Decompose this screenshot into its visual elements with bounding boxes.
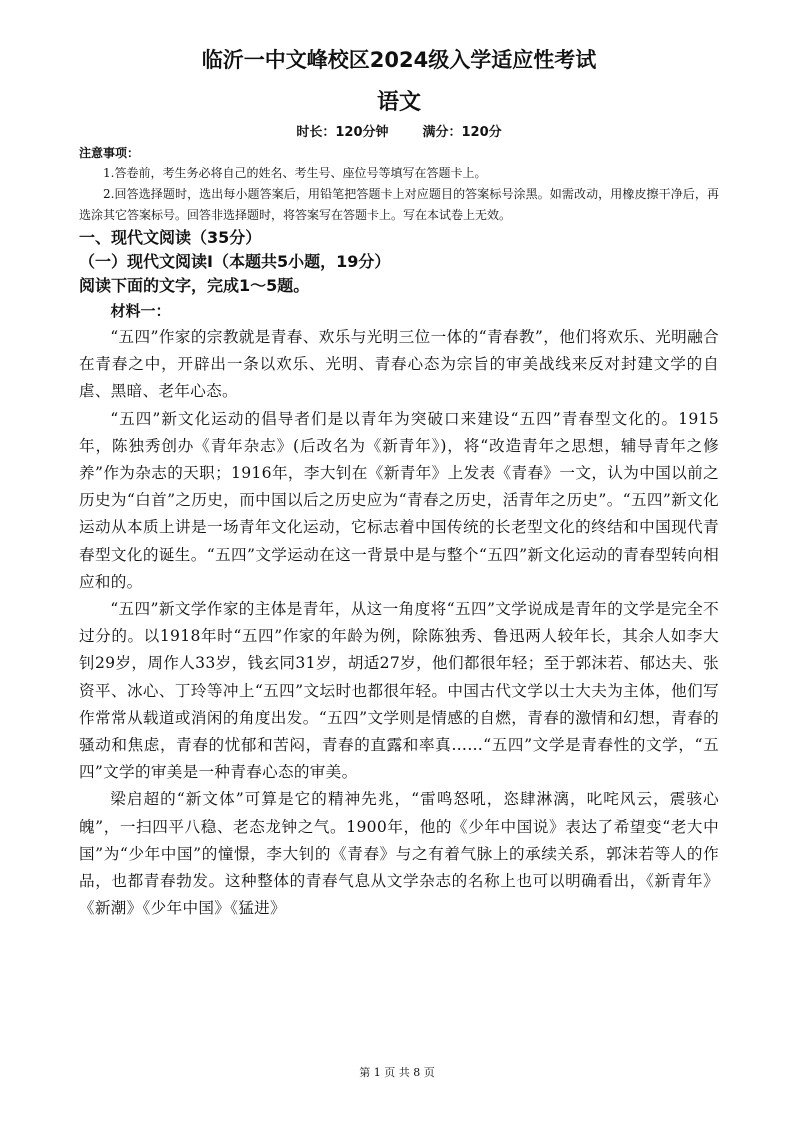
full-score-text: 满分：120分	[422, 125, 502, 140]
subsection-heading: （一）现代文阅读Ⅰ（本题共5小题，19分）	[79, 252, 391, 271]
body-paragraph: “五四”新文化运动的倡导者们是以青年为突破口来建设“五四”青春型文化的。1915年，陈独秀创办《青年杂志》(后改名为《新青年》)，将“改造青年之思想，辅导青年之修养”作为杂志的天职；1916年，李大钊在《新青年》上发表《青春》一文，认为中国以前之历史为“白首”之历史，而中国以后之历史应为“青春之历史，活青年之历史”。“五四”新文化运动从本质上讲是一场青年文化运动，它标志着中国传统的长老型文化的终结和中国现代青春型文化的诞生。“五四”文学运动在这一背景中是与整个“五四”新文化运动的青春型转向相应和的。	[79, 409, 719, 591]
body-paragraph: “五四”作家的宗教就是青春、欢乐与光明三位一体的“青春教”，他们将欢乐、光明融合在青春之中，开辟出一条以欢乐、光明、青春心态为宗旨的审美战线来反对封建文学的自虐、黑暗、老年心态。	[79, 328, 719, 401]
exam-meta	[79, 122, 719, 144]
reading-instruction: 阅读下面的文字，完成1～5题。	[79, 276, 310, 295]
body-paragraph: 梁启超的“新文体”可算是它的精神先兆，“雷鸣怒吼，恣肆淋漓，叱咤风云，震骇心魄”，一扫四平八稳、老态龙钟之气。1900年，他的《少年中国说》表达了希望变“老大中国”为“少年中国”的憧憬，李大钊的《青春》与之有着气脉上的承续关系，郭沫若等人的作品，也都青春勃发。这种整体的青春气息从文学杂志的名称上也可以明确看出，《新青年》《新潮》《少年中国》《猛进》	[79, 790, 719, 918]
exam-page	[79, 40, 719, 922]
note-item: 1.答卷前，考生务必将自己的姓名、考生号、座位号等填写在答题卡上。	[103, 166, 487, 180]
note-item: 2.回答选择题时，选出每小题答案后，用铅笔把答题卡上对应题目的答案标号涂黑。如需改动，用橡皮擦干净后，再选涂其它答案标号。回答非选择题时，将答案写在答题卡上。写在本试卷上无效。	[79, 187, 719, 222]
subject-title: 语文	[376, 90, 421, 115]
material-label: 材料一：	[110, 302, 171, 320]
exam-title: 临沂一中文峰校区2024级入学适应性考试	[201, 48, 597, 72]
body-paragraph: “五四”新文学作家的主体是青年，从这一角度将“五四”文学说成是青年的文学是完全不过分的。以1918年时“五四”作家的年龄为例，除陈独秀、鲁迅两人较年长，其余人如李大钊29岁，周作人33岁，钱玄同31岁，胡适27岁，他们都很年轻；至于郭沫若、郁达夫、张资平、冰心、丁玲等冲上“五四”文坛时也都很年轻。中国古代文学以士大夫为主体，他们写作常常从载道或消闲的角度出发。“五四”文学则是情感的自燃，青春的激情和幻想，青春的骚动和焦虑，青春的忧郁和苦闷，青春的直露和率真……“五四”文学是青春性的文学，“五四”文学的审美是一种青春心态的审美。	[79, 600, 719, 782]
notes-heading: 注意事项：	[79, 146, 140, 160]
page-footer: 第 1 页 共 8 页	[359, 1066, 435, 1079]
duration-text: 时长：120分钟	[296, 125, 389, 140]
section-heading: 一、现代文阅读（35分）	[79, 228, 262, 247]
